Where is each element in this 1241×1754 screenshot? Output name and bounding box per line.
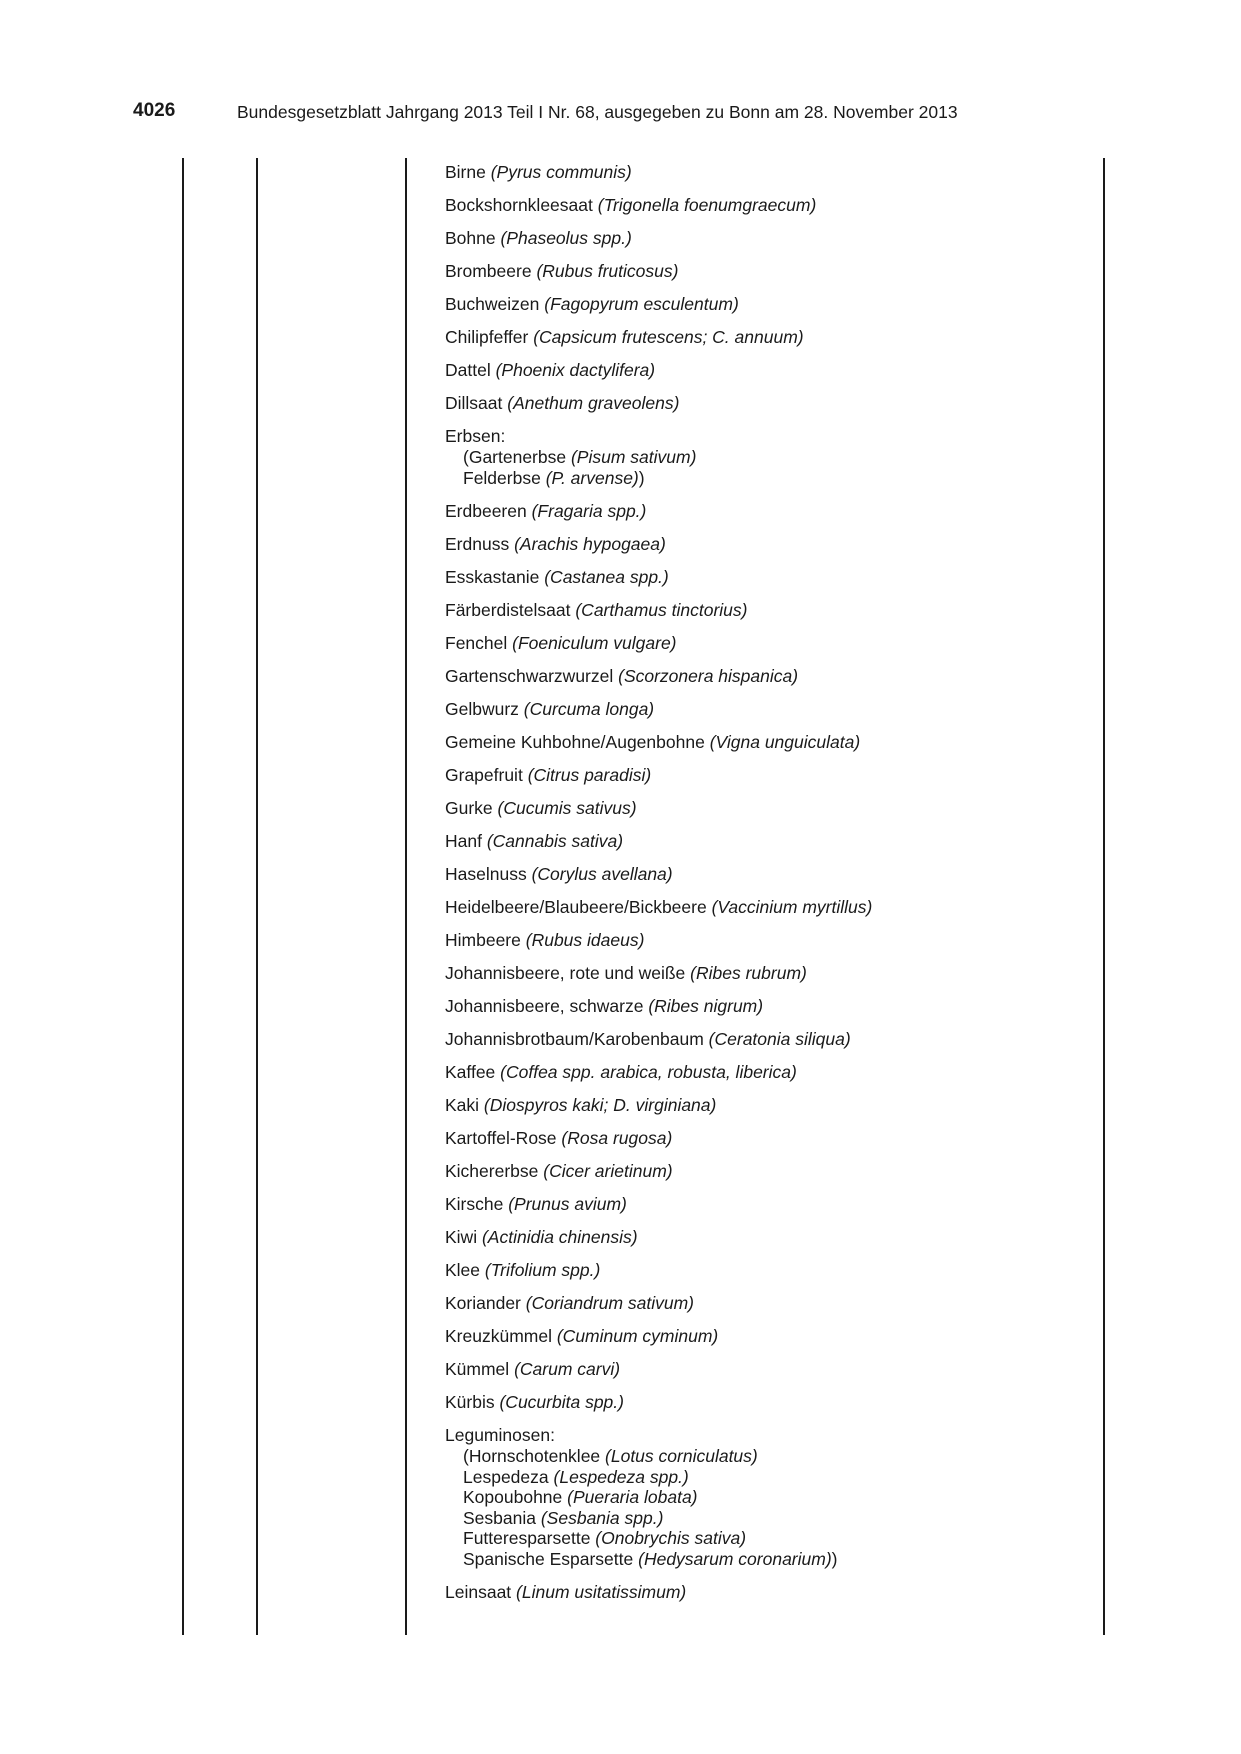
- scientific-name: (Coriandrum sativum): [525, 1293, 694, 1313]
- common-name: Futteresparsette: [463, 1528, 591, 1548]
- common-name: Erdbeeren: [445, 501, 527, 521]
- scientific-name: (Trifolium spp.): [484, 1260, 601, 1280]
- common-name: Gelbwurz: [445, 699, 519, 719]
- common-name: Bockshornkleesaat: [445, 195, 593, 215]
- list-item: [445, 1293, 1105, 1326]
- scientific-name: (Pisum sativum): [570, 447, 697, 467]
- list-item: [445, 1425, 1105, 1582]
- scientific-name: (Coffea spp. arabica, robusta, liberica): [500, 1062, 797, 1082]
- column-rule: [405, 158, 407, 1635]
- list-item: [445, 963, 1105, 996]
- common-name: Grapefruit: [445, 765, 523, 785]
- common-name: Kartoffel-Rose: [445, 1128, 557, 1148]
- list-item: [445, 1227, 1105, 1260]
- scientific-name: (Rubus fruticosus): [536, 261, 679, 281]
- sub-list-item: [463, 1528, 1105, 1549]
- common-name: Lespedeza: [463, 1466, 549, 1487]
- list-item: [445, 1326, 1105, 1359]
- list-item: [445, 567, 1105, 600]
- scientific-name: (Ceratonia siliqua): [708, 1029, 851, 1049]
- scientific-name: (Cannabis sativa): [486, 831, 624, 851]
- sub-list-item: [463, 1487, 1105, 1508]
- common-name: Klee: [445, 1260, 481, 1280]
- scientific-name: (Corylus avellana): [531, 864, 673, 884]
- list-item: [445, 534, 1105, 567]
- scientific-name: (Cicer arietinum): [543, 1161, 673, 1181]
- scientific-name: (Citrus paradisi): [527, 765, 652, 785]
- common-name: Kreuzkümmel: [445, 1326, 552, 1346]
- list-item: [445, 1095, 1105, 1128]
- list-item: [445, 1194, 1105, 1227]
- common-name: Kaki: [445, 1095, 480, 1115]
- common-name: Heidelbeere/Blaubeere/Bickbeere: [445, 897, 707, 917]
- list-item: [445, 864, 1105, 897]
- list-item: [445, 228, 1105, 261]
- list-item: [445, 195, 1105, 228]
- scientific-name: (Carthamus tinctorius): [575, 600, 748, 620]
- column-rule: [256, 158, 258, 1635]
- scientific-name: (Ribes nigrum): [648, 996, 764, 1016]
- list-item: [445, 501, 1105, 534]
- common-name: Erbsen:: [445, 426, 506, 446]
- scientific-name: (Capsicum frutescens; C. annuum): [533, 327, 804, 347]
- scientific-name: (Trigonella foenumgraecum): [597, 195, 817, 215]
- list-item: [445, 930, 1105, 963]
- common-name: Kümmel: [445, 1359, 510, 1379]
- running-head: Bundesgesetzblatt Jahrgang 2013 Teil I Nr. 68, ausgegeben zu Bonn am 28. November 2013: [237, 102, 958, 122]
- list-item: [445, 798, 1105, 831]
- scientific-name: (Lespedeza spp.): [553, 1466, 689, 1487]
- list-item: [445, 162, 1105, 195]
- scientific-name: (Pyrus communis): [490, 162, 632, 182]
- scientific-name: (Fragaria spp.): [531, 501, 647, 521]
- list-item: [445, 1161, 1105, 1194]
- scientific-name: (Rubus idaeus): [525, 930, 645, 950]
- list-item: [445, 1029, 1105, 1062]
- list-item: [445, 1359, 1105, 1392]
- scientific-name: (Cuminum cyminum): [556, 1326, 719, 1346]
- list-item: [445, 393, 1105, 426]
- common-name: (Gartenerbse: [463, 447, 567, 467]
- list-item: [445, 1392, 1105, 1425]
- scientific-name: (Prunus avium): [508, 1194, 627, 1214]
- scientific-name: (Cucurbita spp.): [499, 1392, 624, 1412]
- common-name: Johannisbeere, rote und weiße: [445, 963, 686, 983]
- common-name: Johannisbrotbaum/Karobenbaum: [445, 1029, 704, 1049]
- common-name: Koriander: [445, 1293, 521, 1313]
- scientific-name: (Phoenix dactylifera): [495, 360, 656, 380]
- list-item: [445, 294, 1105, 327]
- page-number: 4026: [133, 100, 176, 121]
- list-item: [445, 600, 1105, 633]
- common-name: Brombeere: [445, 261, 532, 281]
- common-name: Himbeere: [445, 930, 521, 950]
- scientific-name: (Foeniculum vulgare): [512, 633, 677, 653]
- list-item: [445, 261, 1105, 294]
- scientific-name: (Lotus corniculatus): [605, 1446, 758, 1466]
- common-name: Dillsaat: [445, 393, 503, 413]
- scientific-name: (Cucumis sativus): [497, 798, 637, 818]
- list-item: [445, 996, 1105, 1029]
- list-item: [445, 699, 1105, 732]
- scientific-name: (Linum usitatissimum): [516, 1582, 687, 1602]
- list-item: [445, 1582, 1105, 1615]
- list-item: [445, 633, 1105, 666]
- scientific-name: (Scorzonera hispanica): [618, 666, 799, 686]
- scientific-name: (Carum carvi): [514, 1359, 621, 1379]
- common-name: Chilipfeffer: [445, 327, 529, 347]
- closing-bracket: ): [831, 1548, 838, 1569]
- common-name: Gurke: [445, 798, 493, 818]
- scientific-name: (Castanea spp.): [544, 567, 669, 587]
- sub-list: [463, 447, 1105, 488]
- common-name: Johannisbeere, schwarze: [445, 996, 644, 1016]
- common-name: Esskastanie: [445, 567, 540, 587]
- plant-list: [445, 162, 1105, 1615]
- common-name: Kaffee: [445, 1062, 496, 1082]
- scientific-name: (Pueraria lobata): [567, 1487, 698, 1507]
- sub-list-item: [463, 1508, 1105, 1529]
- scientific-name: (Curcuma longa): [523, 699, 655, 719]
- list-item: [445, 831, 1105, 864]
- scientific-name: (Fagopyrum esculentum): [544, 294, 739, 314]
- list-item: [445, 666, 1105, 699]
- common-name: Hanf: [445, 831, 482, 851]
- common-name: Birne: [445, 162, 486, 182]
- common-name: Gemeine Kuhbohne/Augenbohne: [445, 732, 705, 752]
- list-item: [445, 1062, 1105, 1095]
- sub-list-item: [463, 468, 1105, 489]
- scientific-name: (Vaccinium myrtillus): [711, 897, 873, 917]
- scientific-name: (Anethum graveolens): [507, 393, 680, 413]
- common-name: Spanische Esparsette: [463, 1548, 634, 1569]
- scientific-name: (Arachis hypogaea): [514, 534, 666, 554]
- list-item: [445, 897, 1105, 930]
- common-name: Kopoubohne: [463, 1487, 563, 1507]
- common-name: Dattel: [445, 360, 491, 380]
- common-name: Kichererbse: [445, 1161, 539, 1181]
- scientific-name: (Onobrychis sativa): [595, 1528, 747, 1548]
- scientific-name: (P. arvense): [545, 467, 639, 488]
- scientific-name: (Phaseolus spp.): [500, 228, 632, 248]
- common-name: Bohne: [445, 228, 496, 248]
- scientific-name: (Rosa rugosa): [561, 1128, 673, 1148]
- scientific-name: (Vigna unguiculata): [709, 732, 861, 752]
- common-name: Erdnuss: [445, 534, 510, 554]
- list-item: [445, 327, 1105, 360]
- column-rule: [182, 158, 184, 1635]
- scientific-name: (Diospyros kaki; D. virginiana): [483, 1095, 717, 1115]
- common-name: Kiwi: [445, 1227, 478, 1247]
- common-name: (Hornschotenklee: [463, 1446, 601, 1466]
- common-name: Leinsaat: [445, 1582, 512, 1602]
- list-item: [445, 1128, 1105, 1161]
- sub-list-item: [463, 1549, 1105, 1570]
- common-name: Sesbania: [463, 1507, 536, 1528]
- common-name: Haselnuss: [445, 864, 527, 884]
- closing-bracket: ): [638, 467, 645, 488]
- common-name: Kürbis: [445, 1392, 495, 1412]
- list-item: [445, 765, 1105, 798]
- common-name: Felderbse: [463, 467, 541, 488]
- scientific-name: (Ribes rubrum): [690, 963, 807, 983]
- list-item: [445, 426, 1105, 501]
- sub-list: [463, 1446, 1105, 1569]
- scientific-name: (Hedysarum coronarium): [638, 1548, 832, 1569]
- list-item: [445, 732, 1105, 765]
- list-item: [445, 1260, 1105, 1293]
- sub-list-item: [463, 1467, 1105, 1488]
- common-name: Färberdistelsaat: [445, 600, 571, 620]
- common-name: Gartenschwarzwurzel: [445, 666, 614, 686]
- common-name: Kirsche: [445, 1194, 504, 1214]
- sub-list-item: [463, 1446, 1105, 1467]
- list-item: [445, 360, 1105, 393]
- scientific-name: (Actinidia chinensis): [481, 1227, 638, 1247]
- sub-list-item: [463, 447, 1105, 468]
- common-name: Fenchel: [445, 633, 508, 653]
- scientific-name: (Sesbania spp.): [540, 1507, 664, 1528]
- common-name: Buchweizen: [445, 294, 540, 314]
- common-name: Leguminosen:: [445, 1425, 555, 1445]
